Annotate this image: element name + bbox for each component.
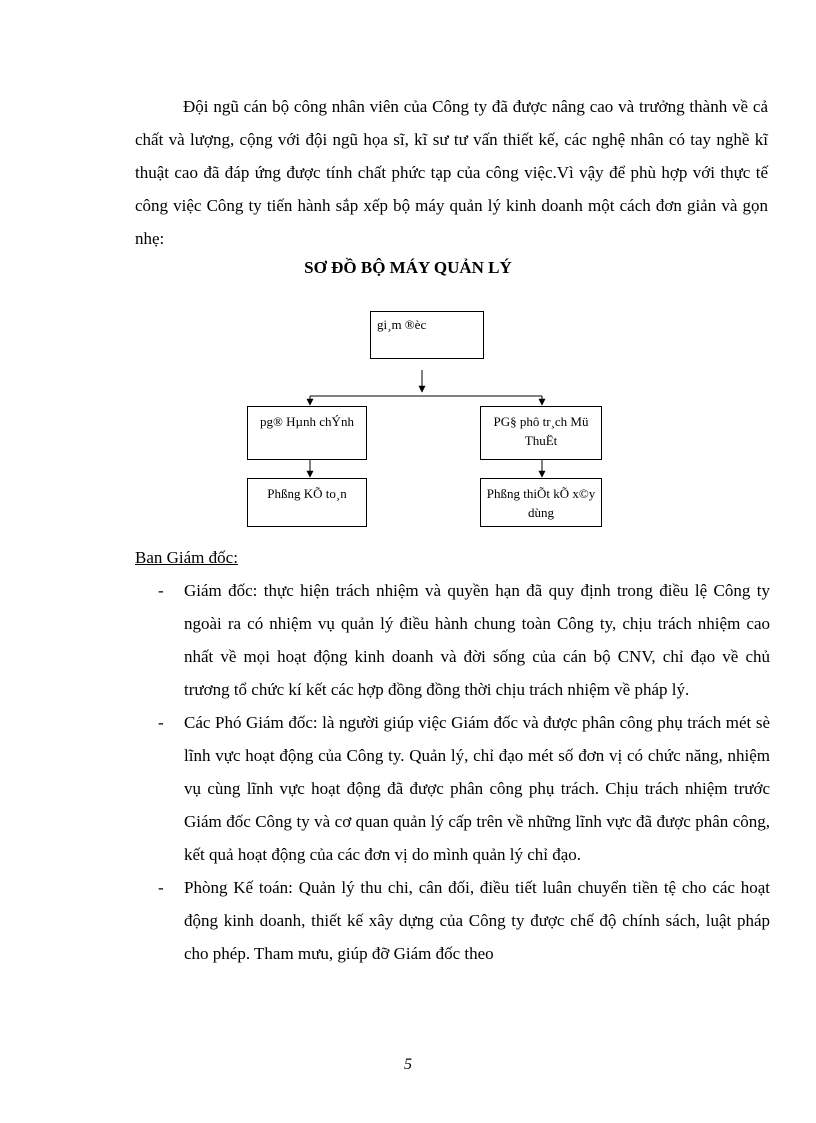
org-box-design: Phßng thiÕt kÕ x©y dùng	[480, 478, 602, 527]
bullet-list	[158, 574, 770, 970]
intro-paragraph	[135, 90, 768, 255]
bullet-text: Giám đốc: thực hiện trách nhiệm và quyền hạn đã quy định trong điều lệ Công ty ngoài ra có nhiệm vụ quản lý điều hành chung toàn Công ty, chịu trách nhiệm cao nhất về mọi hoạt động kinh doanh và đời sống của cán bộ CNV, chỉ đạo về chủ trương tổ chức kí kết các hợp đồng đồng thời chịu trách nhiệm về pháp lý.	[184, 581, 770, 699]
org-box-art-deputy: PG§ phô tr¸ch Mü ThuËt	[480, 406, 602, 460]
page-number: 5	[404, 1056, 412, 1073]
org-box-director: gi¸m ®èc	[370, 311, 484, 359]
org-box-admin-deputy: pg® Hµnh chÝnh	[247, 406, 367, 460]
org-chart-title: SƠ ĐỒ BỘ MÁY QUẢN LÝ	[304, 258, 512, 277]
bullet-dash: -	[158, 878, 164, 897]
bullet-dash: -	[158, 581, 164, 600]
section-heading: Ban Giám đốc:	[135, 548, 238, 567]
intro-text: Đội ngũ cán bộ công nhân viên của Công ty đã được nâng cao và trưởng thành về cả chất và lượng, cộng với đội ngũ họa sĩ, kĩ sư tư vấn thiết kế, các nghệ nhân có tay nghề kĩ thuật cao đã đáp ứng được tính chất phức tạp của công việc.Vì vậy để phù hợp với thực tế công việc Công ty tiến hành sắp xếp bộ máy quản lý kinh doanh một cách đơn giản và gọn nhẹ:	[135, 97, 768, 248]
bullet-item-deputy-directors	[158, 706, 770, 871]
org-box-accounting: Phßng KÕ to¸n	[247, 478, 367, 527]
bullet-item-director	[158, 574, 770, 706]
bullet-text: Phòng Kế toán: Quản lý thu chi, cân đối, điều tiết luân chuyển tiền tệ cho các hoạt động kinh doanh, thiết kế xây dựng của Công ty được chế độ chính sách, luật pháp cho phép. Tham mưu, giúp đỡ Giám đốc theo	[184, 878, 770, 963]
org-chart-connectors	[0, 0, 816, 560]
bullet-text: Các Phó Giám đốc: là người giúp việc Giám đốc và được phân công phụ trách mét sè lĩnh vực hoạt động của Công ty. Quản lý, chỉ đạo mét số đơn vị có chức năng, nhiệm vụ cùng lĩnh vực hoạt động đã được phân công phụ trách. Chịu trách nhiệm trước Giám đốc Công ty và cơ quan quản lý cấp trên về những lĩnh vực đã được phân công, kết quả hoạt động của các đơn vị do mình quản lý chỉ đạo.	[184, 713, 770, 864]
bullet-item-accounting	[158, 871, 770, 970]
bullet-dash: -	[158, 713, 164, 732]
